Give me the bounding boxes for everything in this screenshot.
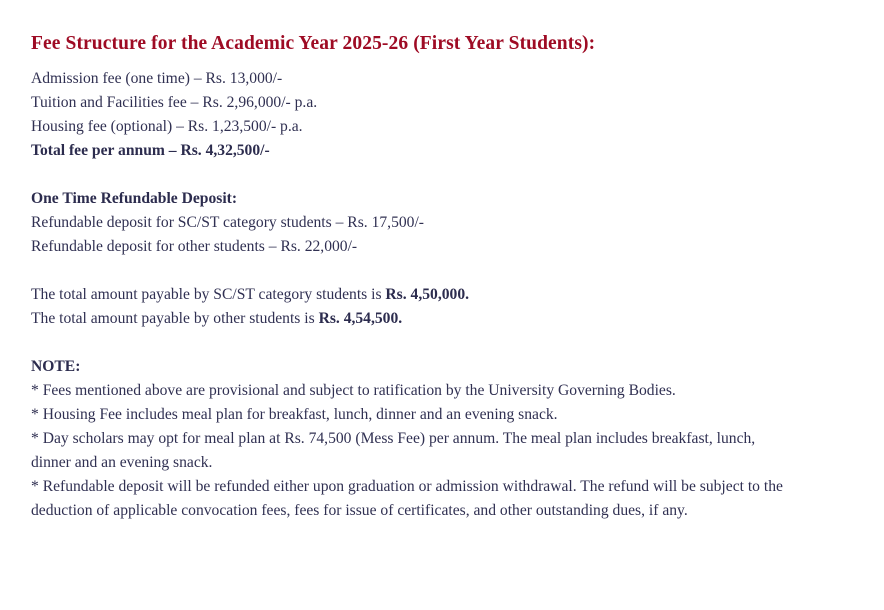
note-item: * Day scholars may opt for meal plan at Rs. 74,500 (Mess Fee) per annum. The meal plan includes breakfast, lunch, dinner and an evening snack. <box>31 430 756 471</box>
other-total-text: The total amount payable by other students is <box>31 310 319 327</box>
other-total-amount: Rs. 4,54,500. <box>318 310 403 327</box>
other-total-line <box>31 307 783 331</box>
page-title: Fee Structure for the Academic Year 2025-26 (First Year Students): <box>31 33 596 54</box>
note-block <box>31 355 783 523</box>
note-item: * Fees mentioned above are provisional and subject to ratification by the University Governing Bodies. <box>31 382 676 399</box>
total-payable-block <box>31 283 783 331</box>
total-fee-line: Total fee per annum – Rs. 4,32,500/- <box>31 142 270 159</box>
tuition-fee-line: Tuition and Facilities fee – Rs. 2,96,000/- p.a. <box>31 94 318 111</box>
admission-fee-line: Admission fee (one time) – Rs. 13,000/- <box>31 70 283 87</box>
sc-st-deposit-line: Refundable deposit for SC/ST category students – Rs. 17,500/- <box>31 214 424 231</box>
other-deposit-line: Refundable deposit for other students – Rs. 22,000/- <box>31 238 358 255</box>
document-content <box>31 31 783 523</box>
housing-fee-line: Housing fee (optional) – Rs. 1,23,500/- p.a. <box>31 118 303 135</box>
sc-st-total-text: The total amount payable by SC/ST category students is <box>31 286 386 303</box>
note-item: * Refundable deposit will be refunded either upon graduation or admission withdrawal. The refund will be subject to the deduction of applicable convocation fees, fees for issue of certificates, and other outstanding dues, if any. <box>31 478 783 519</box>
sc-st-total-amount: Rs. 4,50,000. <box>385 286 470 303</box>
note-item: * Housing Fee includes meal plan for breakfast, lunch, dinner and an evening snack. <box>31 406 558 423</box>
note-title: NOTE: <box>31 358 81 375</box>
sc-st-total-line <box>31 283 783 307</box>
deposit-section-title: One Time Refundable Deposit: <box>31 190 238 207</box>
refundable-deposit-block <box>31 187 783 259</box>
fee-structure-block <box>31 67 783 163</box>
